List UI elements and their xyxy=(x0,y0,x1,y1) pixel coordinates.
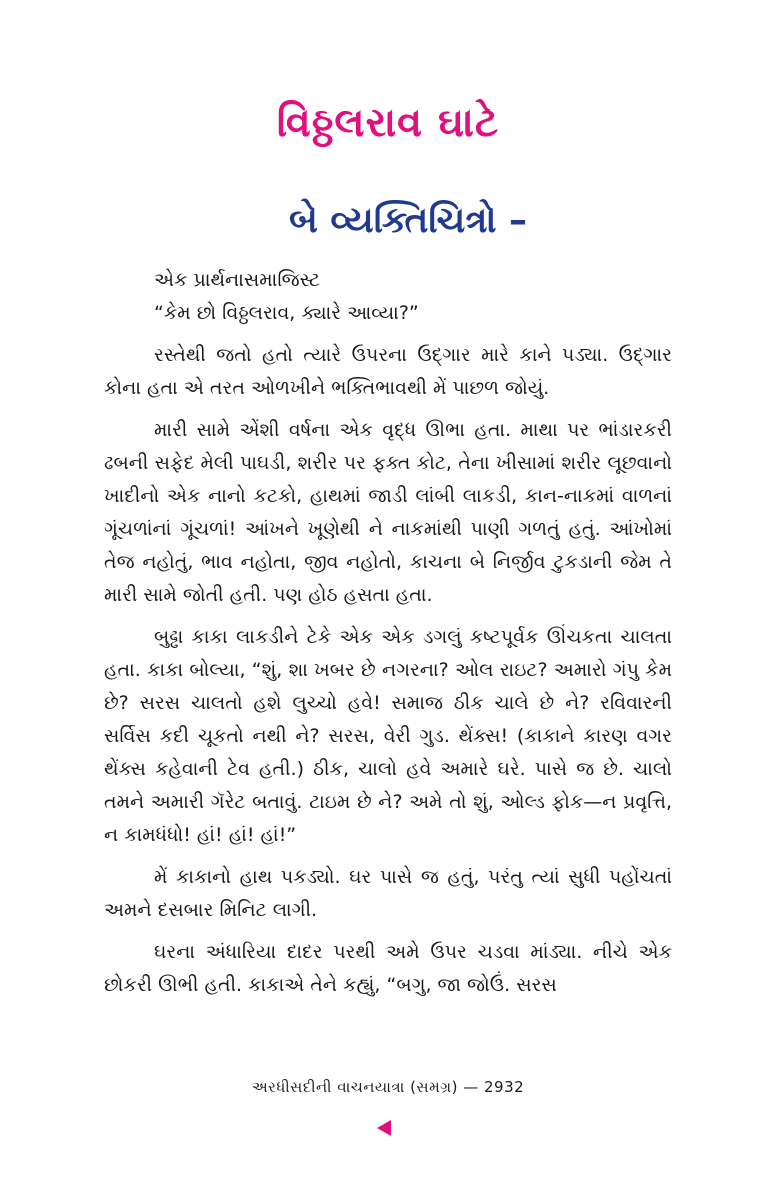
paragraph: રસ્તેથી જતો હતો ત્યારે ઉપરના ઉદ્‌ગાર મારે કાને પડ્યા. ઉદ્‌ગાર કોના હતા એ તરત ઓળખીને ભક્તિભાવથી મેં પાછળ જોયું. xyxy=(104,344,672,399)
paragraph: “કેમ છો વિઠ્ઠલરાવ, ક્યારે આવ્યા?” xyxy=(154,302,419,324)
paragraph: બુઢ્ઢા કાકા લાકડીને ટેકે એક એક ડગલું કષ્ટપૂર્વક ઊંચકતા ચાલતા હતા. કાકા બોલ્યા, “શું, શા ખબર છે નગરના? ઓલ રાઇટ? અમારો ગંપુ કેમ છે? સરસ ચાલતો હશે લુચ્ચો હવે! સમાજ ઠીક ચાલે છે ને? રવિવારની સર્વિસ કદી ચૂકતો નથી ને? સરસ, વેરી ગુડ. થેંક્સ! (કાકાને કારણ વગર થેંક્સ કહેવાની ટેવ હતી.) ઠીક, ચાલો હવે અમારે ઘરે. પાસે જ છે. ચાલો તમને અમારી ગૅરેટ બતાવું. ટાઇમ છે ને? અમે તો શું, ઓલ્ડ ફોક—ન પ્રવૃત્તિ, ન કામધંધો! હાં! હાં! હાં!” xyxy=(104,626,672,846)
article-body xyxy=(104,264,672,1011)
paragraph: એક પ્રાર્થનાસમાજિસ્ટ xyxy=(154,269,321,291)
page-footer: અરધીસદીની વાચનયાત્રા (સમગ્ર) — 2932 xyxy=(251,1078,525,1096)
previous-page-arrow-icon[interactable] xyxy=(377,1120,391,1136)
paragraph: મારી સામે એંશી વર્ષના એક વૃદ્ધ ઊભા હતા. માથા પર ભાંડારકરી ઢબની સફેદ મેલી પાઘડી, શરીર પર ફક્ત કોટ, તેના ખીસામાં શરીર લૂછવાનો ખાદીનો એક નાનો કટકો, હાથમાં જાડી લાંબી લાકડી, કાન-નાકમાં વાળનાં ગૂંચળાંનાં ગૂંચળાં! આંખને ખૂણેથી ને નાકમાંથી પાણી ગળતું હતું. આંખોમાં તેજ નહોતું, ભાવ નહોતા, જીવ નહોતો, કાચના બે નિર્જીવ ટુકડાની જેમ તે મારી સામે જોતી હતી. પણ હોઠ હસતા હતા. xyxy=(104,419,672,606)
essay-subtitle: બે વ્યક્તિચિત્રો – xyxy=(288,200,528,241)
paragraph: ઘરના અંધારિયા દાદર પરથી અમે ઉપર ચડવા માંડ્યા. નીચે એક છોકરી ઊભી હતી. કાકાએ તેને કહ્યું, “બગુ, જા જોઉં. સરસ xyxy=(104,941,672,996)
author-title: વિઠ્ઠલરાવ ઘાટે xyxy=(276,100,500,146)
paragraph: મેં કાકાનો હાથ પકડ્યો. ઘર પાસે જ હતું, પરંતુ ત્યાં સુધી પહોંચતાં અમને દસબાર મિનિટ લાગી. xyxy=(104,866,672,921)
